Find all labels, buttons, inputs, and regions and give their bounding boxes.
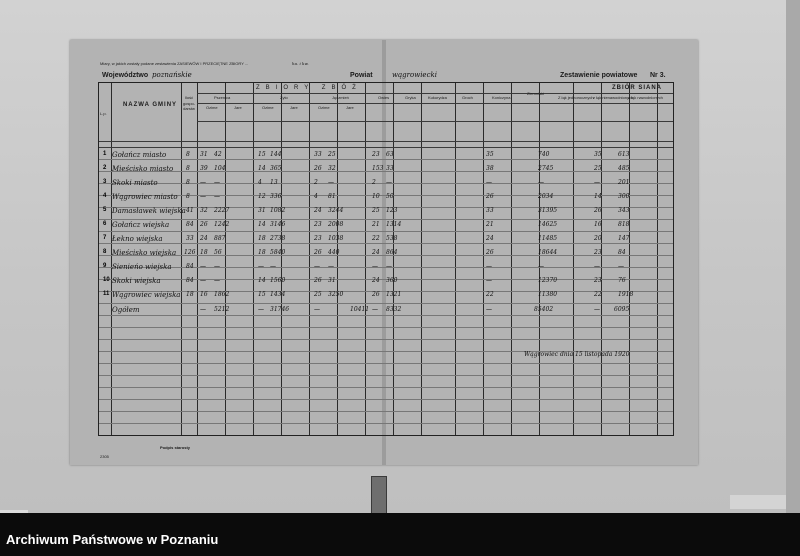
- total-v6: 10411: [350, 306, 370, 313]
- sub-header-owies: Owies: [378, 95, 390, 100]
- cell-v7: 23: [372, 151, 380, 158]
- row-number: 6: [103, 221, 107, 227]
- cell-v12: 818: [618, 221, 630, 228]
- sub-header-gryka: Gryka: [405, 95, 416, 100]
- cell-v4: 365: [270, 165, 282, 172]
- sub-header-kukurydza: Kukurydza: [428, 95, 447, 100]
- cell-v3: 18: [258, 249, 266, 256]
- cell-v10: 2745: [538, 165, 554, 172]
- sub-header-siana-2: z łąk nienawodnionych: [593, 95, 634, 100]
- cell-v1: 31: [200, 151, 208, 158]
- cell-v5: 23: [314, 221, 322, 228]
- cell-n: 8: [186, 151, 190, 158]
- cell-v7: —: [372, 263, 378, 270]
- sub-header-groch: Groch: [462, 95, 473, 100]
- cell-v4: 336: [270, 193, 282, 200]
- sub-header-koniczyna: Koniczyna: [492, 95, 511, 100]
- cell-v7: 21: [372, 221, 380, 228]
- cell-v5: 25: [314, 291, 322, 298]
- cell-v3: 15: [258, 291, 266, 298]
- gmina-name: Sienieńo wiejska: [112, 263, 172, 271]
- cell-v2: —: [214, 277, 220, 284]
- row-number: 3: [103, 179, 107, 185]
- powiat-label: Powiat: [350, 72, 373, 79]
- cell-v5: —: [314, 263, 320, 270]
- board-edge: [786, 0, 800, 513]
- cell-v1: 24: [200, 235, 208, 242]
- total-v3: —: [258, 306, 264, 313]
- cell-v2: —: [214, 179, 220, 186]
- cell-v10: 11380: [538, 291, 558, 298]
- cell-v9: 35: [486, 151, 494, 158]
- cell-v4: 1434: [270, 291, 286, 298]
- row-number: 8: [103, 249, 107, 255]
- cell-v1: 32: [200, 207, 208, 214]
- total-v8: 8332: [386, 306, 402, 313]
- cell-v4: 2738: [270, 235, 286, 242]
- cell-n: 84: [186, 221, 194, 228]
- cell-n: 8: [186, 179, 190, 186]
- wojewodztwo-value: poznańskie: [152, 71, 192, 79]
- cell-v2: —: [214, 193, 220, 200]
- cell-v2: —: [214, 263, 220, 270]
- cell-v7: 25: [372, 207, 380, 214]
- cell-v5: 26: [314, 165, 322, 172]
- cell-n: 41: [186, 207, 194, 214]
- zestawienie-number: Nr 3.: [650, 72, 666, 79]
- cell-v8: 123: [386, 207, 398, 214]
- cell-v3: —: [258, 263, 264, 270]
- total-label: Ogółem: [112, 306, 140, 314]
- gmina-name: Gołańcz miasto: [112, 151, 167, 159]
- gmina-name: Wągrowiec miasto: [112, 193, 178, 201]
- cell-v1: 18: [200, 249, 208, 256]
- cell-n: 84: [186, 277, 194, 284]
- cell-v4: 5840: [270, 249, 286, 256]
- total-v4: 31746: [270, 306, 290, 313]
- cell-v7: 153: [372, 165, 384, 172]
- cell-v3: 14: [258, 221, 266, 228]
- cell-v8: 538: [386, 235, 398, 242]
- cell-v10: 31395: [538, 207, 558, 214]
- cell-v12: 84: [618, 249, 626, 256]
- ilosc-gospodarstw-header: Ilość gospo-darstw: [182, 95, 196, 112]
- total-v11: —: [594, 306, 600, 313]
- row-number: 2: [103, 165, 107, 171]
- archive-caption: Archiwum Państwowe w Poznaniu: [6, 532, 219, 547]
- row-number: 10: [103, 277, 110, 283]
- cell-v10: 2034: [538, 193, 554, 200]
- cell-v8: 63: [386, 151, 394, 158]
- cell-v9: —: [486, 263, 492, 270]
- sub-header-2-jare-2: Jare: [290, 105, 298, 110]
- cell-v12: 343: [618, 207, 630, 214]
- cell-v5: 2: [314, 179, 318, 186]
- total-v9: —: [486, 306, 492, 313]
- cell-v5: 24: [314, 207, 322, 214]
- cell-v11: 23: [594, 249, 602, 256]
- gmina-name: Wągrowiec wiejska: [112, 291, 181, 299]
- cell-v12: 485: [618, 165, 630, 172]
- cell-v1: —: [200, 277, 206, 284]
- cell-v6: —: [328, 263, 334, 270]
- cell-v12: 76: [618, 277, 626, 284]
- cell-v2: 1242: [214, 221, 230, 228]
- cell-v2: 1862: [214, 291, 230, 298]
- measurement-note-hand: ha. i kw.: [292, 61, 309, 66]
- cell-v10: 18644: [538, 249, 558, 256]
- cell-v11: 22: [594, 291, 602, 298]
- cell-v9: 21: [486, 221, 494, 228]
- cell-v6: —: [328, 179, 334, 186]
- cell-v3: 31: [258, 207, 266, 214]
- cell-v1: —: [200, 193, 206, 200]
- gmina-name: Skoki wiejska: [112, 277, 161, 285]
- cell-v11: 20: [594, 235, 602, 242]
- cell-v6: 3250: [328, 291, 344, 298]
- cell-v6: 81: [328, 193, 336, 200]
- cell-v3: 14: [258, 165, 266, 172]
- cell-v3: 15: [258, 151, 266, 158]
- cell-v1: 26: [200, 221, 208, 228]
- cell-v3: 14: [258, 277, 266, 284]
- row-number: 5: [103, 207, 107, 213]
- cell-v9: 38: [486, 165, 494, 172]
- zestawienie-label: Zestawienie powiatowe: [560, 72, 638, 79]
- sub-header-2-ozime-2: Ozime: [262, 105, 274, 110]
- cell-v12: 1918: [618, 291, 634, 298]
- cell-v9: 22: [486, 291, 494, 298]
- cell-v2: 104: [214, 165, 226, 172]
- total-v1: —: [200, 306, 206, 313]
- cell-n: 33: [186, 235, 194, 242]
- sub-header-2-jare-3: Jare: [346, 105, 354, 110]
- paper-strip-right: [730, 495, 786, 509]
- lp-header: L.p.: [100, 111, 107, 116]
- cell-v4: 13: [270, 179, 278, 186]
- row-number: 1: [103, 151, 107, 157]
- cell-v10: —: [538, 263, 544, 270]
- cell-v8: 50: [386, 193, 394, 200]
- cell-v4: —: [270, 263, 276, 270]
- cell-v6: 31: [328, 277, 336, 284]
- sub-header-ziemniaki: Ziemniaki: [527, 91, 545, 96]
- row-number: 9: [103, 263, 107, 269]
- cell-v11: —: [594, 263, 600, 270]
- total-v10: 85402: [534, 306, 554, 313]
- cell-v6: 25: [328, 151, 336, 158]
- cell-v8: —: [386, 179, 392, 186]
- zbior-siana-header: ZBIÓR SIANA: [612, 85, 662, 91]
- cell-v3: 4: [258, 179, 262, 186]
- total-v5: —: [314, 306, 320, 313]
- cell-v3: 12: [258, 193, 266, 200]
- sub-header-jeczmien: Jęczmień: [332, 95, 349, 100]
- cell-v12: —: [618, 263, 624, 270]
- cell-v9: 24: [486, 235, 494, 242]
- cell-v8: 33: [386, 165, 394, 172]
- cell-v8: 1321: [386, 291, 402, 298]
- nazwa-gminy-header: NAZWA GMINY: [122, 102, 178, 108]
- cell-n: 18: [186, 291, 194, 298]
- gmina-name: Gołańcz wiejska: [112, 221, 170, 229]
- row-number: 11: [103, 291, 110, 297]
- cell-v7: 24: [372, 249, 380, 256]
- cell-v10: 12370: [538, 277, 558, 284]
- sub-header-zyto: Żyto: [280, 95, 288, 100]
- binder-clip: [371, 476, 387, 513]
- gmina-name: Damasławek wiejska: [112, 207, 186, 215]
- cell-v9: —: [486, 277, 492, 284]
- cell-v4: 3146: [270, 221, 286, 228]
- powiat-value: wągrowiecki: [392, 71, 437, 79]
- cell-v5: 23: [314, 235, 322, 242]
- cell-v11: 14: [594, 193, 602, 200]
- cell-v6: 3244: [328, 207, 344, 214]
- cell-v6: 440: [328, 249, 340, 256]
- total-v12: 6095: [614, 306, 630, 313]
- cell-v4: 1560: [270, 277, 286, 284]
- cell-v11: 26: [594, 207, 602, 214]
- cell-v4: 144: [270, 151, 282, 158]
- date-note: Wągrowiec dnia 15 listopada 1920: [524, 351, 630, 358]
- cell-v10: 11485: [538, 235, 558, 242]
- cell-v11: —: [594, 179, 600, 186]
- cell-v8: —: [386, 263, 392, 270]
- form-code: 2305: [100, 454, 109, 459]
- row-number: 7: [103, 235, 107, 241]
- cell-v6: 32: [328, 165, 336, 172]
- sub-header-siana-1: Z łąk jednorocznych: [558, 95, 594, 100]
- cell-v7: 2: [372, 179, 376, 186]
- total-v2: 5212: [214, 306, 230, 313]
- cell-v6: 2008: [328, 221, 344, 228]
- cell-v7: 24: [372, 277, 380, 284]
- cell-v7: 10: [372, 193, 380, 200]
- sub-header-pszenica: Pszenica: [214, 95, 231, 100]
- cell-v6: 1038: [328, 235, 344, 242]
- cell-v10: 740: [538, 151, 550, 158]
- cell-v5: 33: [314, 151, 322, 158]
- cell-v9: 33: [486, 207, 494, 214]
- cell-v10: 14625: [538, 221, 558, 228]
- sub-header-2-jare-1: Jare: [234, 105, 242, 110]
- gmina-name: Mieścisko wiejska: [112, 249, 177, 257]
- cell-n: 8: [186, 193, 190, 200]
- cell-v7: 26: [372, 291, 380, 298]
- cell-v9: 26: [486, 249, 494, 256]
- gmina-name: Skoki miasto: [112, 179, 158, 187]
- cell-v4: 1082: [270, 207, 286, 214]
- sub-header-2-ozime-1: Ozime: [206, 105, 218, 110]
- cell-n: 84: [186, 263, 194, 270]
- cell-v1: 16: [200, 291, 208, 298]
- cell-v2: 887: [214, 235, 226, 242]
- cell-v11: 23: [594, 277, 602, 284]
- cell-v1: —: [200, 263, 206, 270]
- wojewodztwo-label: Województwo: [102, 72, 149, 79]
- cell-v1: 39: [200, 165, 208, 172]
- cell-v7: 22: [372, 235, 380, 242]
- cell-v2: 42: [214, 151, 222, 158]
- sub-header-siana-3: z łąk nawodnionych: [628, 95, 663, 100]
- cell-v12: 201: [618, 179, 630, 186]
- signature-label: Podpis starosty: [160, 445, 191, 450]
- cell-v8: 864: [386, 249, 398, 256]
- sub-header-2-ozime-3: Ozime: [318, 105, 330, 110]
- cell-v5: 4: [314, 193, 318, 200]
- cell-v9: —: [486, 179, 492, 186]
- cell-v2: 56: [214, 249, 222, 256]
- gmina-name: Mieścisko miasto: [112, 165, 174, 173]
- cell-v11: 35: [594, 151, 602, 158]
- total-v7: —: [372, 306, 378, 313]
- data-table: [98, 82, 674, 436]
- cell-v12: 147: [618, 235, 630, 242]
- cell-v8: 1314: [386, 221, 402, 228]
- cell-v5: 26: [314, 277, 322, 284]
- cell-v9: 26: [486, 193, 494, 200]
- cell-v8: 360: [386, 277, 398, 284]
- measurement-note: Miary, w jakich zostały podane zestawienia ZASIEWÓW I PRZECIĘTNE ZBIORY ...: [100, 61, 249, 66]
- cell-v11: 25: [594, 165, 602, 172]
- cell-n: 8: [186, 165, 190, 172]
- cell-v11: 16: [594, 221, 602, 228]
- zbiory-zboz-header: ZBIORY ZBÓŻ: [256, 85, 362, 91]
- row-number: 4: [103, 193, 107, 199]
- cell-v10: —: [538, 179, 544, 186]
- cell-v12: 300: [618, 193, 630, 200]
- cell-v2: 2227: [214, 207, 230, 214]
- cell-v5: 26: [314, 249, 322, 256]
- cell-v1: —: [200, 179, 206, 186]
- cell-n: 126: [184, 249, 196, 256]
- cell-v12: 613: [618, 151, 630, 158]
- gmina-name: Łekno wiejska: [112, 235, 163, 243]
- cell-v3: 18: [258, 235, 266, 242]
